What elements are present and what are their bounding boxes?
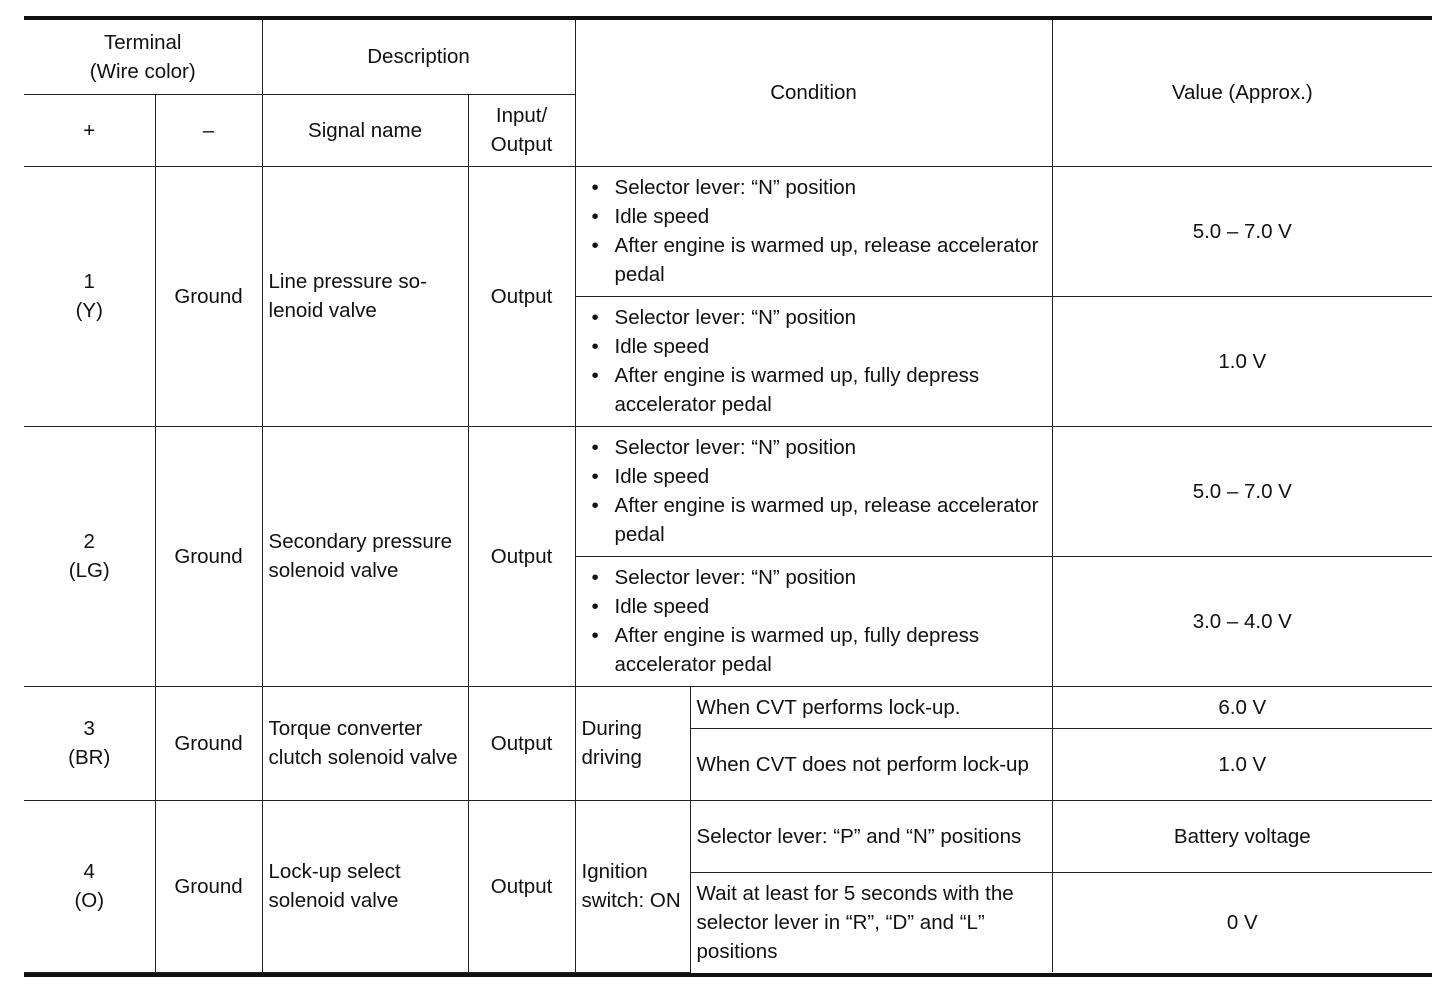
description-header: Description [262, 20, 575, 94]
io-cell: Output [468, 426, 575, 686]
terminal-cell: 1 (Y) [24, 166, 155, 426]
condition-bullet: • Selector lever: “N” position [582, 563, 1046, 592]
value-cell: 1.0 V [1052, 728, 1432, 800]
condition-cell: Selector lever: “P” and “N” positions [690, 800, 1052, 872]
condition-bullet: • Idle speed [582, 202, 1046, 231]
ground-cell: Ground [155, 686, 262, 800]
ground-cell: Ground [155, 166, 262, 426]
condition-cell [575, 296, 1052, 426]
condition-cell [575, 166, 1052, 296]
condition-bullet: • Idle speed [582, 462, 1046, 491]
signal-name-cell: Torque converter clutch solenoid valve [262, 686, 468, 800]
io-cell: Output [468, 166, 575, 426]
condition-bullet: • After engine is warmed up, fully depress accelerator pedal [582, 361, 1046, 419]
minus-header: – [155, 94, 262, 166]
io-header: Input/ Output [468, 94, 575, 166]
condition-cell [575, 426, 1052, 556]
terminal-cell: 4 (O) [24, 800, 155, 972]
condition-bullet: • After engine is warmed up, fully depress accelerator pedal [582, 621, 1046, 679]
condition-header: Condition [575, 20, 1052, 166]
ground-cell: Ground [155, 426, 262, 686]
value-cell: 6.0 V [1052, 686, 1432, 728]
terminal-table-frame [24, 16, 1432, 977]
ground-cell: Ground [155, 800, 262, 972]
condition-bullet: • Idle speed [582, 332, 1046, 361]
condition-cell: When CVT performs lock-up. [690, 686, 1052, 728]
plus-header: + [24, 94, 155, 166]
value-header: Value (Approx.) [1052, 20, 1432, 166]
condition-bullet: • After engine is warmed up, release accelerator pedal [582, 491, 1046, 549]
condition-bullet: • Selector lever: “N” position [582, 433, 1046, 462]
signal-name-cell: Secondary pressure solenoid valve [262, 426, 468, 686]
condition-bullet: • Selector lever: “N” position [582, 173, 1046, 202]
io-cell: Output [468, 800, 575, 972]
condition-cell [575, 556, 1052, 686]
condition-cell: Wait at least for 5 seconds with the selector lever in “R”, “D” and “L” positions [690, 872, 1052, 972]
value-cell: 0 V [1052, 872, 1432, 972]
signal-name-cell: Line pressure solenoid valve [262, 166, 468, 426]
value-cell: 1.0 V [1052, 296, 1432, 426]
terminal-cell: 3 (BR) [24, 686, 155, 800]
condition-cell: When CVT does not perform lock-up [690, 728, 1052, 800]
io-cell: Output [468, 686, 575, 800]
signal-name-cell: Lock-up select solenoid valve [262, 800, 468, 972]
terminal-header: Terminal (Wire color) [24, 20, 262, 94]
signal-name-header: Signal name [262, 94, 468, 166]
terminal-cell: 2 (LG) [24, 426, 155, 686]
value-cell: Battery voltage [1052, 800, 1432, 872]
value-cell: 5.0 – 7.0 V [1052, 166, 1432, 296]
condition-bullet: • Idle speed [582, 592, 1046, 621]
terminal-table [24, 20, 1432, 973]
condition-group-cell: During driving [575, 686, 690, 800]
condition-bullet: • After engine is warmed up, release accelerator pedal [582, 231, 1046, 289]
value-cell: 3.0 – 4.0 V [1052, 556, 1432, 686]
condition-bullet: • Selector lever: “N” position [582, 303, 1046, 332]
value-cell: 5.0 – 7.0 V [1052, 426, 1432, 556]
condition-group-cell: Ignition switch: ON [575, 800, 690, 972]
